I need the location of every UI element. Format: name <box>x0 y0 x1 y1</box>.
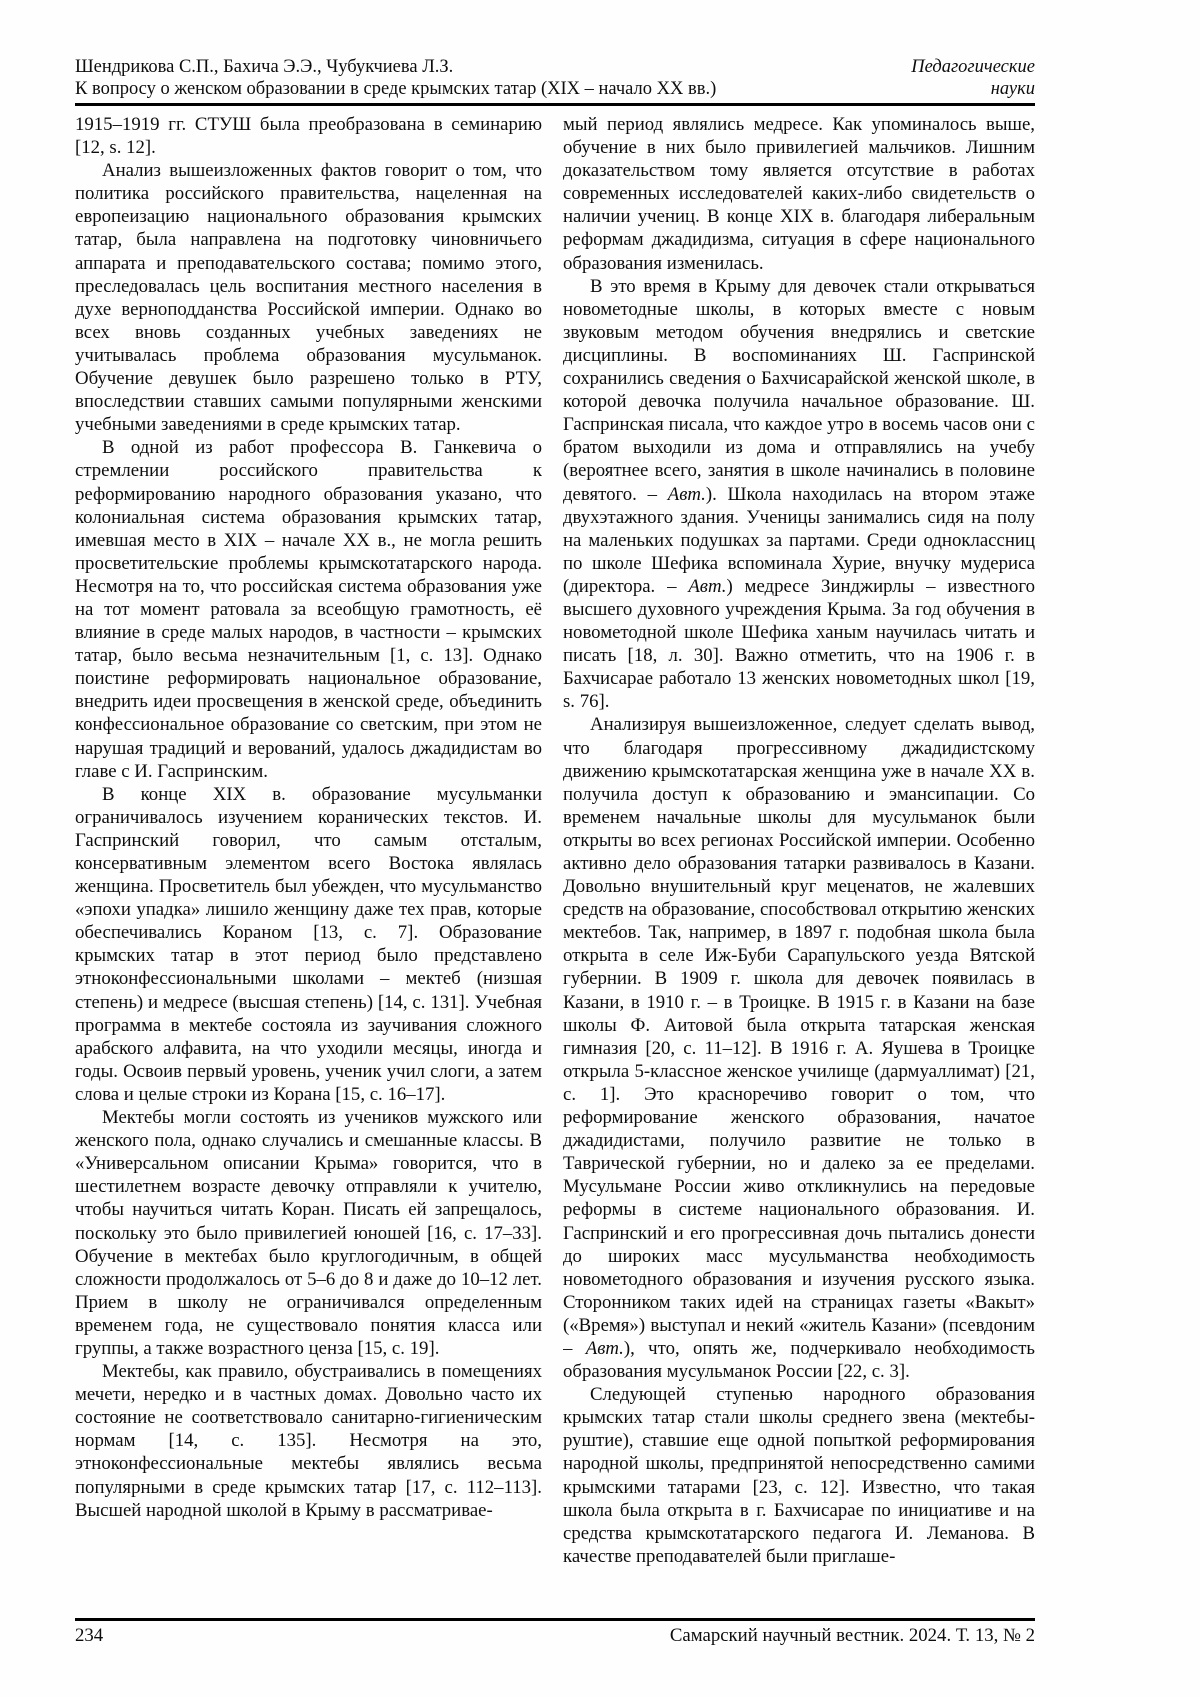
paragraph: мый период являлись медресе. Как упоминалось выше, обучение в них было привилегией мальчиков. Лишним доказательством тому является отсутствие в работах современных исследователей каких-либо свидетельств о наличии учениц. В конце XIX в. благодаря либеральным реформам джадидизма, ситуация в сфере национального образования изменилась. <box>563 114 1035 274</box>
paragraph: В это время в Крыму для девочек стали открываться новометодные школы, в которых вместе с новым звуковым методом обучения внедрялись и светские дисциплины. В воспоминаниях Ш. Гаспринской сохранились сведения о Бахчисарайской женской школе, в которой девочка получила начальное образование. Ш. Гаспринская писала, что каждое утро в восемь часов они с братом выходили из дома и отправлялись на учебу (вероятнее всего, занятия в школе начинались в половине девятого. – Авт.). Школа находилась на втором этаже двухэтажного здания. Ученицы занимались сидя на полу на маленьких подушках за партами. Среди одноклассниц по школе Шефика вспоминала Хурие, внучку мудериса (директора. – Авт.) медресе Зинджирлы – известного высшего духовного учреждения Крыма. За год обучения в новометодной школе Шефика ханым научилась читать и писать [18, л. 30]. Важно отметить, что на 1906 г. в Бахчисарае работало 13 женских новометодных школ [19, s. 76]. <box>563 275 1035 713</box>
header-left <box>75 57 716 100</box>
paragraph: Мектебы, как правило, обустраивались в помещениях мечети, нередко и в частных домах. Довольно часто их состояние не соответствовало санитарно-гигиеническим нормам [14, с. 135]. Несмотря на это, этноконфессиональные мектебы являлись весьма популярными в среде крымских татар [17, с. 112–113]. Высшей народной школой в Крыму в рассматривае- <box>75 1361 542 1521</box>
journal-citation: Самарский научный вестник. 2024. Т. 13, № 2 <box>669 1625 1035 1646</box>
paragraph: 1915–1919 гг. СТУШ была преобразована в семинарию [12, s. 12]. <box>75 114 542 159</box>
header-section-line2: науки <box>990 78 1035 99</box>
text-column-right <box>563 113 1035 1614</box>
paragraph: В конце XIX в. образование мусульманки ограничивалось изучением коранических текстов. И. Гаспринский говорил, что самым отсталым, консервативным элементом всего Востока являлась женщина. Просветитель был убежден, что мусульманство «эпохи упадка» лишило женщину даже тех прав, которые обеспечивались Кораном [13, с. 7]. Образование крымских татар в этот период было представлено этноконфессиональными школами – мектеб (низшая степень) и медресе (высшая степень) [14, с. 131]. Учебная программа в мектебе состояла из заучивания сложного арабского алфавита, на что уходили месяцы, иногда и годы. Освоив первый уровень, ученик учил слоги, а затем слова и целые строки из Корана [15, с. 16–17]. <box>75 783 542 1105</box>
running-header <box>75 57 1035 100</box>
header-authors: Шендрикова С.П., Бахича Э.Э., Чубукчиева Л.З. <box>75 57 454 77</box>
page-number: 234 <box>75 1625 104 1646</box>
running-footer <box>75 1624 1035 1647</box>
author-note-italic: Авт. <box>667 483 706 505</box>
header-article-title: К вопросу о женском образовании в среде крымских татар (XIX – начало XX вв.) <box>75 78 717 99</box>
paragraph: Анализ вышеизложенных фактов говорит о том, что политика российского правительства, нацеленная на европеизацию национального образования крымских татар, была направлена на подготовку чиновничьего аппарата и преподавательского состава; помимо этого, преследовалась цель воспитания местного населения в духе верноподданства Российской империи. Однако во всех вновь созданных учебных заведениях не учитывалась проблема образования мусульманок. Обучение девушек было разрешено только в РТУ, впоследствии ставших самыми популярными женскими учебными заведениями в среде крымских татар. <box>75 160 542 436</box>
paragraph: Анализируя вышеизложенное, следует сделать вывод, что благодаря прогрессивному джадидистскому движению крымскотатарская женщина уже в начале XX в. получила доступ к образованию и эмансипации. Со временем начальные школы для мусульманок были открыты во всех регионах Российской империи. Особенно активно дело образования татарки развивалось в Казани. Довольно внушительный круг меценатов, не жалевших средств на образование, способствовал открытию женских мектебов. Так, например, в 1897 г. подобная школа была открыта в селе Иж-Буби Сарапульского уезда Вятской губернии. В 1909 г. школа для девочек появилась в Казани, в 1910 г. – в Троицке. В 1915 г. в Казани на базе школы Ф. Аитовой была открыта татарская женская гимназия [20, с. 11–12]. В 1916 г. А. Яушева в Троицке открыла 5-классное женское училище (дармуаллимат) [21, с. 1]. Это красноречиво говорит о том, что реформирование женского образования, начатое джадидистами, получило развитие не только в Таврической губернии, но и далеко за ее пределами. Мусульмане России живо откликнулись на передовые реформы в системе национального образования. И. Гаспринский и его прогрессивная дочь пытались донести до широких масс мусульманства необходимость новометодного образования и изучения русского языка. Сторонником таких идей на страницах газеты «Вакыт» («Время») выступал и некий «житель Казани» (псевдоним – Авт.), что, опять же, подчеркивало необходимость образования мусульманок России [22, с. 3]. <box>563 714 1035 1383</box>
header-section-line1: Педагогические <box>911 57 1035 77</box>
header-section-label <box>911 57 1035 100</box>
text-column-left <box>75 113 542 1614</box>
author-note-italic: Авт. <box>688 575 727 597</box>
body-columns <box>75 113 1035 1614</box>
paragraph: Мектебы могли состоять из учеников мужского или женского пола, однако случались и смешанные классы. В «Универсальном описании Крыма» говорится, что в шестилетнем возрасте девочку отправляли к учителю, чтобы научиться читать Коран. Писать ей запрещалось, поскольку это было привилегией юношей [16, с. 17–33]. Обучение в мектебах было круглогодичным, в общей сложности продолжалось от 5–6 до 8 и даже до 10–12 лет. Прием в школу не ограничивался определенным временем года, не существовало понятия класса или группы, а также возрастного ценза [15, с. 19]. <box>75 1107 542 1359</box>
paragraph: Следующей ступенью народного образования крымских татар стали школы среднего звена (мектебы-руштие), ставшие еще одной попыткой реформирования народной школы, предпринятой непосредственно самими крымскими татарами [23, с. 12]. Известно, что такая школа была открыта в г. Бахчисарае по инициативе и на средства крымскотатарского педагога И. Леманова. В качестве преподавателей были приглаше- <box>563 1384 1035 1567</box>
footer-rule <box>75 1618 1035 1621</box>
page-content <box>75 0 1035 1647</box>
header-rule <box>75 103 1035 106</box>
paragraph: В одной из работ профессора В. Ганкевича о стремлении российского правительства к реформированию народного образования указано, что колониальная система образования крымских татар, имевшая место в XIX – начале XX в., не могла решить просветительские проблемы крымскотатарского народа. Несмотря на то, что российская система образования уже на тот момент ратовала за всеобщую грамотность, её влияние в среде малых народов, в частности – крымских татар, было весьма незначительным [1, с. 13]. Однако поистине реформировать национальное образование, внедрить идеи просвещения в женской среде, объединить конфессиональное образование со светским, при этом не нарушая традиций и верований, удалось джадидистам во главе с И. Гаспринским. <box>75 437 542 782</box>
author-note-italic: Авт. <box>585 1337 624 1359</box>
